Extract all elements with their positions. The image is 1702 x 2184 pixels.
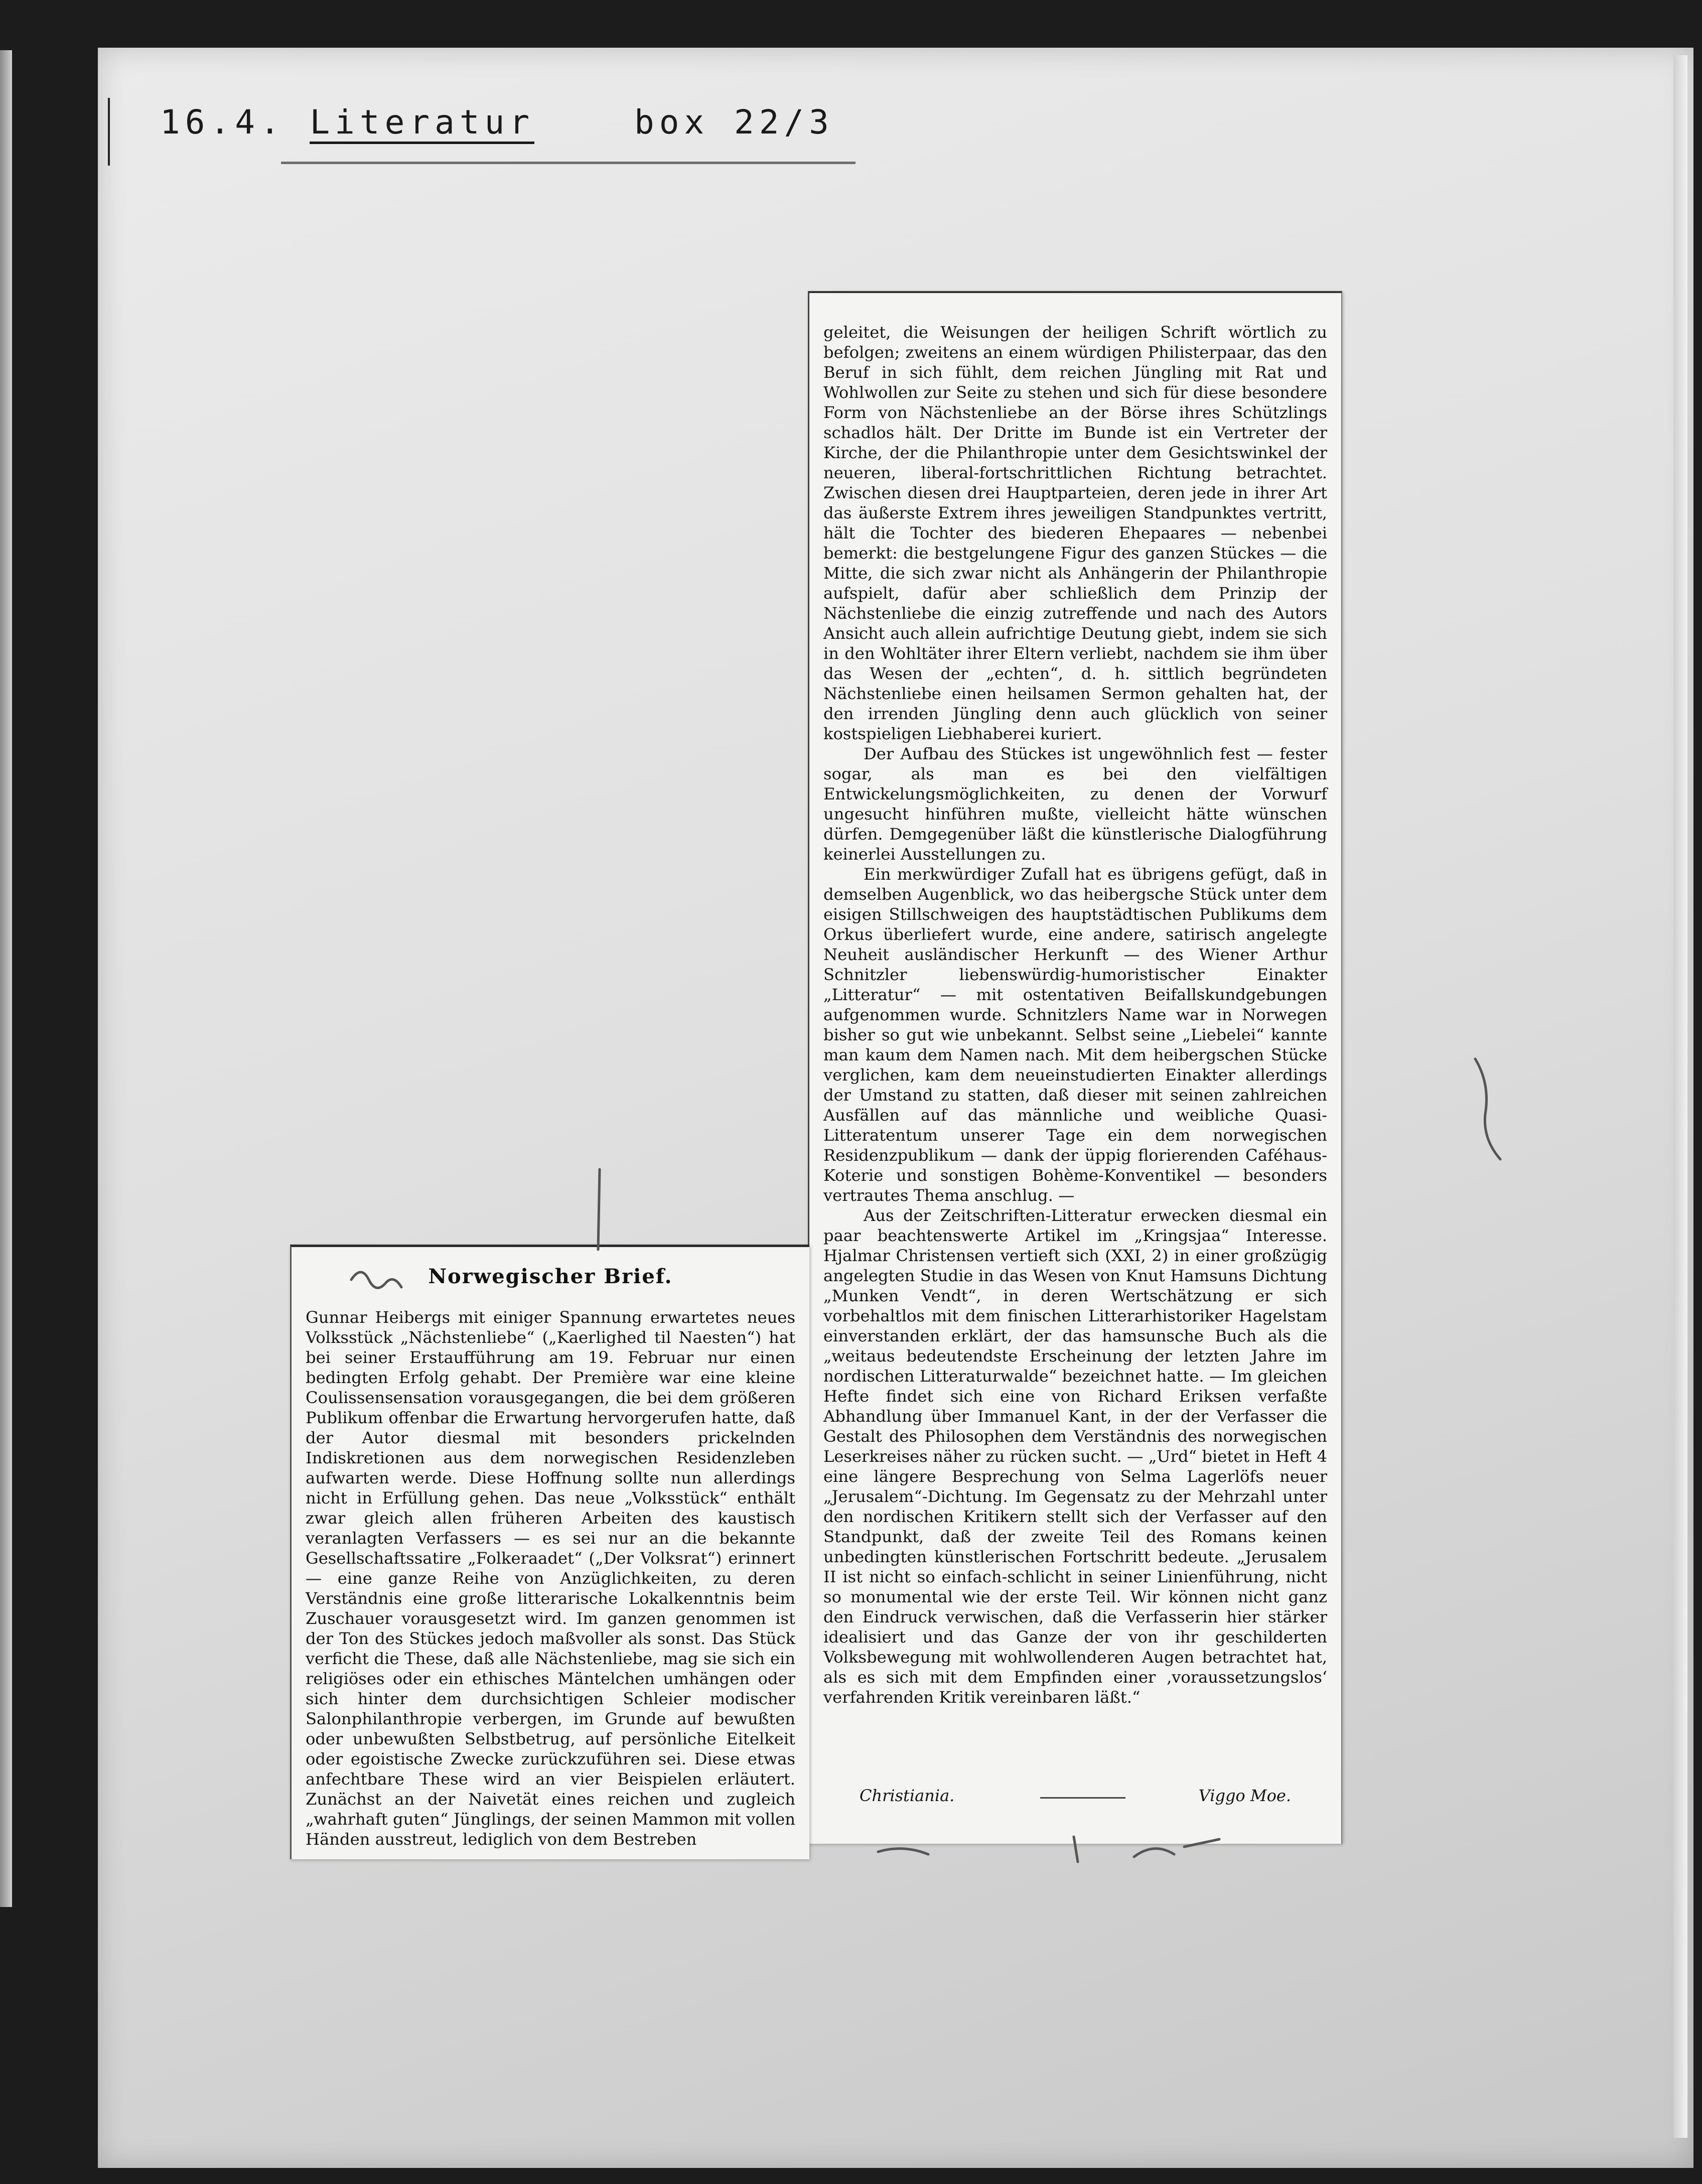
paragraph: Der Aufbau des Stückes ist ungewöhnlich fest — fester sogar, als man es bei den vielfältigen Entwickelungsmöglichkeiten, zu denen der Vorwurf ungesucht hinführen mußte, vielleicht hätte wünschen dürfen. Demgegenüber läßt die künstlerische Dialogführung keinerlei Ausstellungen zu. [823, 744, 1327, 864]
scan-left-edge [0, 50, 12, 1907]
paragraph: Aus der Zeitschriften-Litteratur erwecken diesmal ein paar beachtenswerte Artikel im „Kringsjaa“ Interesse. Hjalmar Christensen vertieft sich (XXI, 2) in einer großzügig angelegten Studie in das Wesen von Knut Hamsuns Dichtung „Munken Vendt“, in deren Wertschätzung er sich vorbehaltlos mit dem finischen Litterarhistoriker Hagelstam einverstanden erklärt, der das hamsunsche Buch als die „weitaus bedeutendste Erscheinung der letzten Jahre im nordischen Litteraturwalde“ bezeichnet hatte. — Im gleichen Hefte findet sich eine von Richard Eriksen verfaßte Abhandlung über Immanuel Kant, in der der Verfasser die Gestalt des Philosophen dem Verständnis des norwegischen Leserkreises näher zu rücken sucht. — „Urd“ bietet in Heft 4 eine längere Besprechung von Selma Lagerlöfs neuer „Jerusalem“-Dichtung. Im Gegensatz zu der Mehrzahl unter den nordischen Kritikern stellt sich der Verfasser auf den Standpunkt, daß der zweite Teil des Romans keinen unbedingten künstlerischen Fortschritt bedeute. „Jerusalem II ist nicht so einfach-schlicht in seiner Linienführung, nicht so monumental wie der erste Teil. Wir können nicht ganz den Eindruck verwischen, daß die Verfasserin hier stärker idealisiert und das Ganze der von ihr geschilderten Volksbewegung mit wohlwollenderen Augen betrachtet hat, als es sich mit dem Empfinden einer ‚voraussetzungslos‘ verfahrenden Kritik vereinbaren läßt.“ [823, 1206, 1327, 1707]
pencil-margin-mark [1465, 1054, 1510, 1164]
header-box: box 22/3 [634, 103, 834, 142]
paragraph: Gunnar Heibergs mit einiger Spannung erwartetes neues Volksstück „Nächstenliebe“ („Kaerlighed til Naesten“) hat bei seiner Erstaufführung am 19. Februar nur einen bedingten Erfolg gehabt. Der Première war eine kleine Coulissensensation vorausgegangen, die bei dem größeren Publikum offenbar die Erwartung hervorgerufen hatte, daß der Autor diesmal mit besonders prickelnden Indiskretionen aus dem norwegischen Residenzleben aufwarten werde. Diese Hoffnung sollte nun allerdings nicht in Erfüllung gehen. Das neue „Volksstück“ enthält zwar gleich allen früheren Arbeiten des kaustisch veranlagten Verfassers — es sei nur an die bekannte Gesellschaftssatire „Folkeraadet“ („Der Volksrat“) erinnert — eine ganze Reihe von Anzüglichkeiten, zu deren Verständnis eine große litterarische Lokalkenntnis beim Zuschauer vorausgesetzt wird. Im ganzen genommen ist der Ton des Stückes jedoch maßvoller als sonst. Das Stück verficht die These, daß alle Nächstenliebe, mag sie sich ein religiöses oder ein ethisches Mäntelchen umhängen oder sich hinter dem durchsichtigen Schleier modischer Salonphilanthropie verbergen, im Grunde auf bewußten oder unbewußten Selbstbetrug, auf persönliche Eitelkeit oder egoistische Zwecke zurückzuführen sei. Diese etwas anfechtbare These wird an vier Beispielen erläutert. Zunächst an der Naivetät eines reichen und zugleich „wahrhaft guten“ Jünglings, der seinen Mammon mit vollen Händen ausstreut, lediglich von dem Bestreben [306, 1308, 795, 1849]
header-label [160, 103, 834, 142]
scan-right-edge [1673, 55, 1687, 2138]
article-headline: Norwegischer Brief. [428, 1265, 673, 1288]
dateline-place: Christiania. [860, 1786, 955, 1805]
clipping-right-column [808, 291, 1342, 1844]
right-column-text [823, 322, 1327, 1707]
signature-rule [1040, 1797, 1125, 1799]
pencil-stroke [592, 1164, 607, 1255]
archive-header [108, 98, 853, 166]
header-rule [281, 162, 856, 164]
pencil-scribble [873, 1827, 1224, 1867]
clipping-left-column [290, 1245, 809, 1859]
paragraph: geleitet, die Weisungen der heiligen Schrift wörtlich zu befolgen; zweitens an einem würdigen Philisterpaar, das den Beruf in sich fühlt, dem reichen Jüngling mit Rat und Wohlwollen zur Seite zu stehen und sich für diese besondere Form von Nächstenliebe an der Börse ihres Schützlings schadlos hält. Der Dritte im Bunde ist ein Vertreter der Kirche, der die Philanthropie unter dem Gesichtswinkel der neueren, liberal-fortschrittlichen Richtung betrachtet. Zwischen diesen drei Hauptparteien, deren jede in ihrer Art das äußerste Extrem ihres jeweiligen Standpunktes vertritt, hält die Tochter des biederen Ehepaares — nebenbei bemerkt: die bestgelungene Figur des ganzen Stückes — die Mitte, die sich zwar nicht als Anhängerin der Philanthropie aufspielt, dafür aber schließlich dem Prinzip der Nächstenliebe die einzig zutreffende und nach des Autors Ansicht auch allein aufrichtige Deutung giebt, indem sie sich in den Wohltäter ihrer Eltern verliebt, nachdem sie ihm über das Wesen der „echten“, d. h. sittlich begründeten Nächstenliebe einen heilsamen Sermon gehalten hat, der den irrenden Jüngling denn auch glücklich von seiner kostspieligen Liebhaberei kuriert. [823, 323, 1327, 743]
header-title: Literatur [310, 103, 534, 144]
left-column-text [306, 1307, 795, 1849]
pencil-mark [346, 1260, 406, 1305]
author-name: Viggo Moe. [1198, 1786, 1291, 1805]
header-number: 16.4. [160, 103, 285, 142]
signature-row [860, 1786, 1311, 1811]
paragraph: Ein merkwürdiger Zufall hat es übrigens gefügt, daß in demselben Augenblick, wo das heibergsche Stück unter dem eisigen Stillschweigen des hauptstädtischen Publikums dem Orkus überliefert wurde, eine andere, satirisch angelegte Neuheit ausländischer Herkunft — des Wiener Arthur Schnitzler liebenswürdig-humoristischer Einakter „Litteratur“ — mit ostentativen Beifallskundgebungen aufgenommen wurde. Schnitzlers Name war in Norwegen bisher so gut wie unbekannt. Selbst seine „Liebelei“ kannte man kaum dem Namen nach. Mit dem heibergschen Stücke verglichen, kam dem neueinstudierten Einakter allerdings der Umstand zu statten, daß dieser mit seinen zahlreichen Ausfällen auf das männliche und weibliche Quasi-Litteratentum unserer Tage ein dem norwegischen Residenzpublikum — dank der üppig florierenden Caféhaus-Koterie und sonstigen Bohème-Konventikel — besonders vertrautes Thema anschlug. — [823, 865, 1327, 1205]
